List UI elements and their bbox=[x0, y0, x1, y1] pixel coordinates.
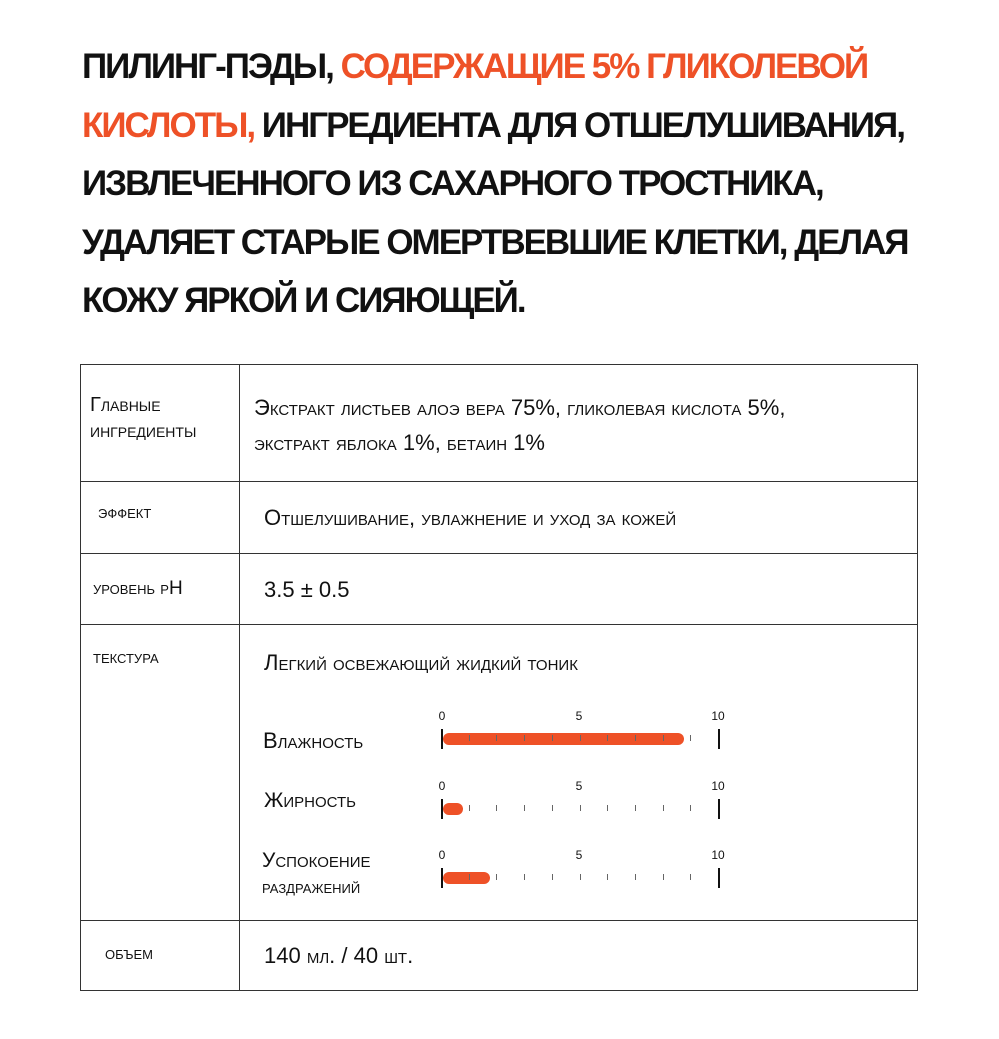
scale-tick bbox=[607, 735, 608, 741]
effect-label: эффект bbox=[98, 502, 152, 523]
scale-bar-moisture bbox=[443, 733, 684, 745]
texture-value: Легкий освежающий жидкий тоник bbox=[264, 650, 578, 675]
scale-mid-label: 5 bbox=[575, 709, 583, 723]
scale-min-label: 0 bbox=[438, 779, 446, 793]
ingredients-value-line1: Экстракт листьев алоэ вера 75%, гликолевая кислота 5%, bbox=[254, 395, 786, 420]
scale-tick bbox=[524, 874, 525, 880]
scale-max-label: 10 bbox=[711, 709, 725, 723]
volume-label: объем bbox=[105, 943, 154, 964]
scale-tick bbox=[635, 735, 636, 741]
scale-soothing bbox=[438, 848, 731, 888]
spec-table bbox=[80, 364, 918, 991]
ingredients-label-line1: Главные bbox=[90, 394, 161, 416]
scale-tick bbox=[496, 735, 497, 741]
scale-name-soothing bbox=[262, 847, 370, 901]
scale-mid-label: 5 bbox=[575, 779, 583, 793]
scale-tick bbox=[580, 735, 581, 741]
scale-tick bbox=[496, 874, 497, 880]
headline-part2: ИНГРЕДИЕНТА ДЛЯ ОТШЕЛУШИВАНИЯ, ИЗВЛЕЧЕННОГО ИЗ САХАРНОГО ТРОСТНИКА, УДАЛЯЕТ СТАРЫЕ ОМЕРТВЕВШИЕ КЛЕТКИ, ДЕЛАЯ КОЖУ ЯРКОЙ И СИЯЮЩЕЙ. bbox=[82, 105, 908, 320]
scale-tick bbox=[635, 805, 636, 811]
headline bbox=[82, 38, 962, 331]
headline-highlight: СОДЕРЖАЩИЕ 5% ГЛИКОЛЕВОЙ КИСЛОТЫ, bbox=[82, 47, 868, 145]
scale-axis-end bbox=[718, 729, 720, 749]
ph-label: уровень pH bbox=[93, 578, 183, 599]
scale-max-label: 10 bbox=[711, 779, 725, 793]
row-effect bbox=[81, 481, 917, 554]
scale-tick bbox=[552, 874, 553, 880]
scale-tick bbox=[690, 805, 691, 811]
scale-name-moisture: Влажность bbox=[263, 728, 364, 753]
scale-name-soothing-line1: Успокоение bbox=[262, 849, 371, 872]
row-ph bbox=[81, 553, 917, 625]
scale-bar-oiliness bbox=[443, 803, 463, 815]
ingredients-label bbox=[90, 392, 196, 444]
ph-value: 3.5 ± 0.5 bbox=[264, 577, 350, 602]
scale-tick bbox=[524, 805, 525, 811]
scale-tick bbox=[580, 805, 581, 811]
scale-tick bbox=[663, 735, 664, 741]
headline-part1: ПИЛИНГ-ПЭДЫ, bbox=[82, 47, 341, 86]
scale-mid-label: 5 bbox=[575, 848, 583, 862]
scale-tick bbox=[607, 805, 608, 811]
row-ingredients bbox=[81, 365, 917, 481]
scale-tick bbox=[496, 805, 497, 811]
scale-tick bbox=[469, 805, 470, 811]
effect-value: Отшелушивание, увлажнение и уход за кожей bbox=[264, 505, 677, 530]
ingredients-value bbox=[254, 390, 785, 460]
scale-tick bbox=[635, 874, 636, 880]
scale-tick bbox=[552, 805, 553, 811]
row-texture bbox=[81, 624, 917, 921]
scale-max-label: 10 bbox=[711, 848, 725, 862]
scale-bar-soothing bbox=[443, 872, 490, 884]
ingredients-label-line2: ингредиенты bbox=[90, 420, 197, 442]
scale-moisture bbox=[438, 709, 731, 749]
ingredients-value-line2: экстракт яблока 1%, бетаин 1% bbox=[254, 430, 545, 455]
volume-value: 140 мл. / 40 шт. bbox=[264, 943, 414, 968]
scale-axis-end bbox=[718, 868, 720, 888]
scale-tick bbox=[524, 735, 525, 741]
scale-axis-end bbox=[718, 799, 720, 819]
scale-tick bbox=[607, 874, 608, 880]
scale-name-soothing-line2: раздражений bbox=[262, 877, 361, 898]
scale-tick bbox=[663, 874, 664, 880]
row-volume bbox=[81, 920, 917, 993]
scale-tick bbox=[469, 735, 470, 741]
scale-min-label: 0 bbox=[438, 848, 446, 862]
scale-name-oiliness: Жирность bbox=[264, 789, 357, 812]
texture-label: текстура bbox=[93, 647, 159, 668]
scale-tick bbox=[552, 735, 553, 741]
scale-tick bbox=[690, 874, 691, 880]
scale-tick bbox=[690, 735, 691, 741]
scale-oiliness bbox=[438, 779, 731, 819]
scale-tick bbox=[663, 805, 664, 811]
scale-tick bbox=[580, 874, 581, 880]
scale-tick bbox=[469, 874, 470, 880]
scale-min-label: 0 bbox=[438, 709, 446, 723]
